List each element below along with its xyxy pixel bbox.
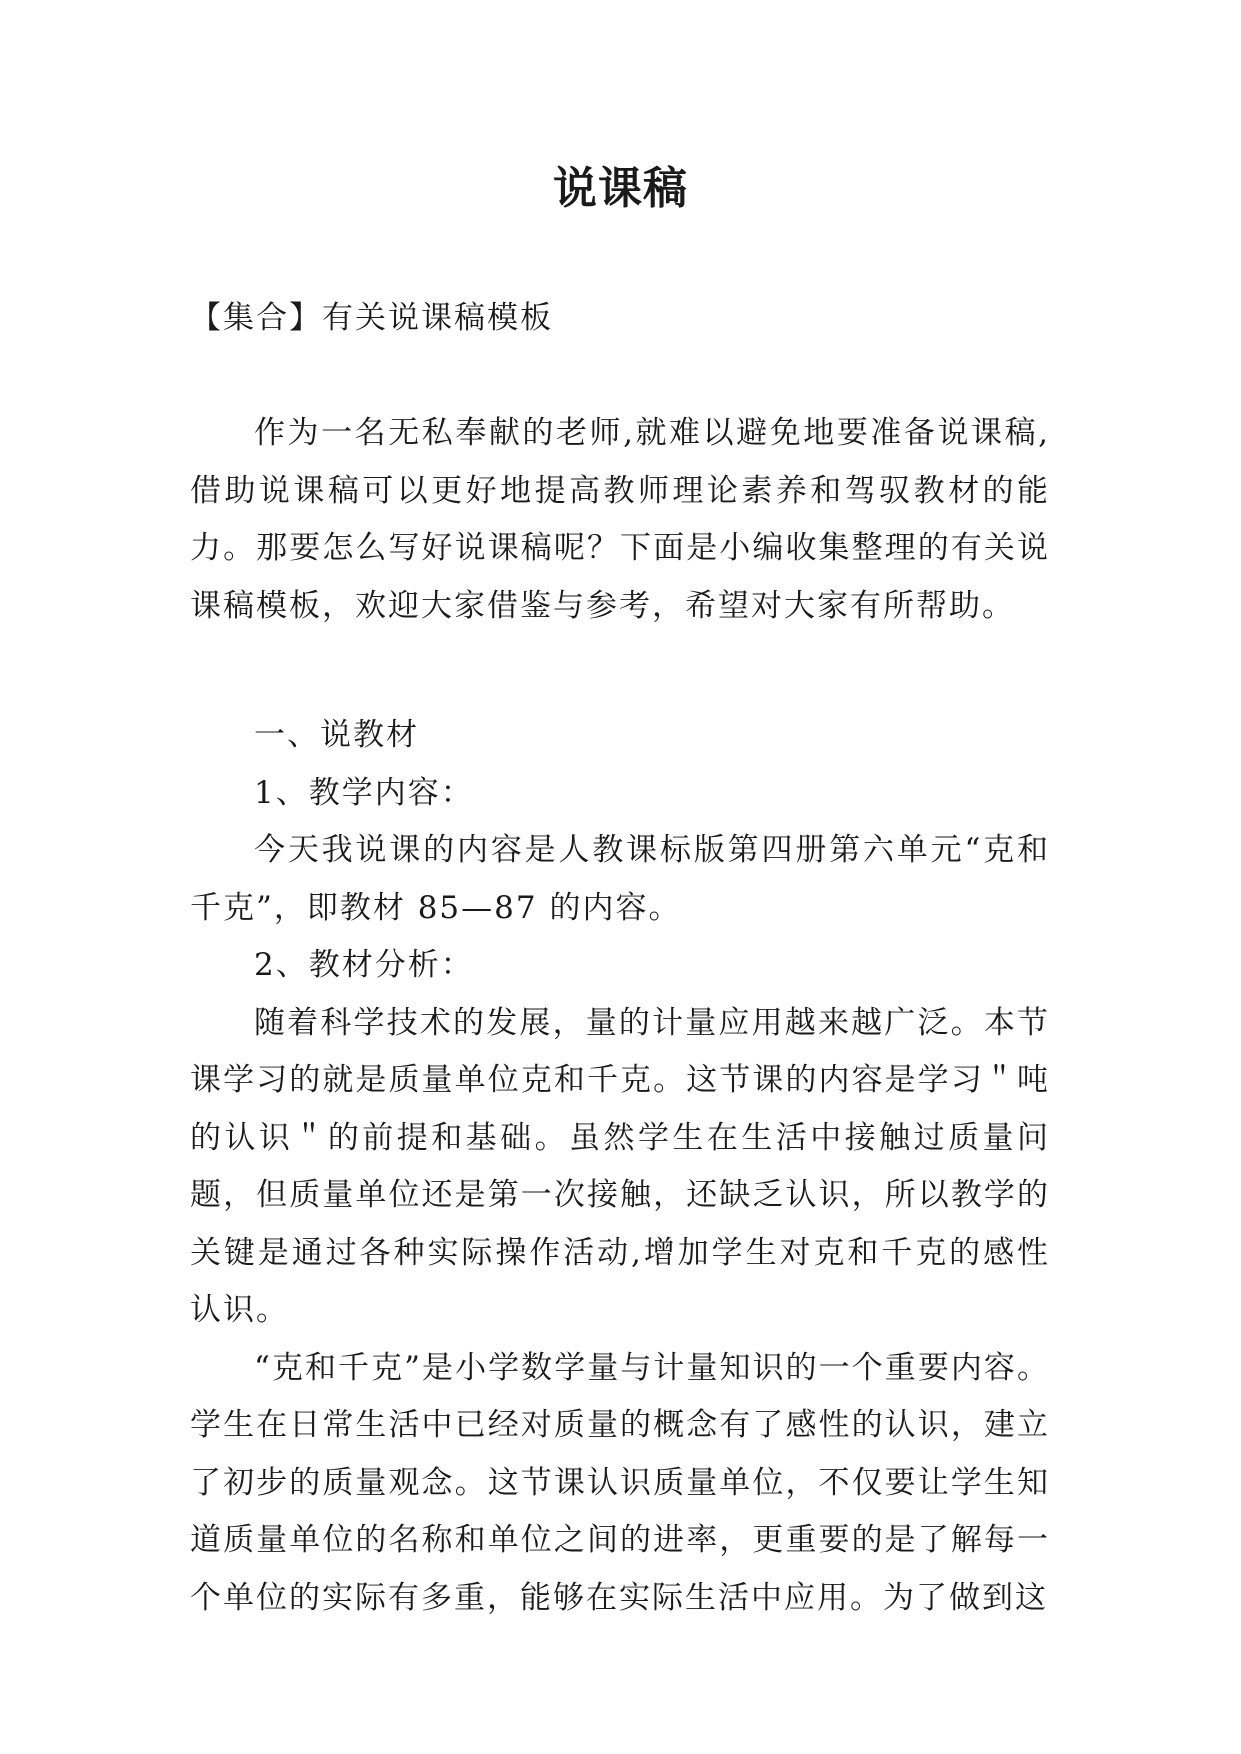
document-body bbox=[190, 405, 1050, 1627]
analysis-paragraph-2: “克和千克”是小学数学量与计量知识的一个重要内容。学生在日常生活中已经对质量的概念有了感性的认识，建立了初步的质量观念。这节课认识质量单位，不仅要让学生知道质量单位的名称和单位之间的进率，更重要的是了解每一个单位的实际有多重，能够在实际生活中应用。为了做到这 bbox=[190, 1349, 1050, 1616]
intro-paragraph: 作为一名无私奉献的老师,就难以避免地要准备说课稿,借助说课稿可以更好地提高教师理论素养和驾驭教材的能力。那要怎么写好说课稿呢？下面是小编收集整理的有关说课稿模板，欢迎大家借鉴与参考，希望对大家有所帮助。 bbox=[190, 415, 1050, 624]
section-heading: 一、说教材 bbox=[254, 717, 419, 753]
subsection-heading-analysis: 2、教材分析： bbox=[254, 947, 474, 983]
subsection-heading-content: 1、教学内容： bbox=[254, 774, 474, 811]
document-title: 说课稿 bbox=[553, 163, 688, 214]
paragraph-gap bbox=[190, 635, 1050, 707]
analysis-paragraph-1: 随着科学技术的发展，量的计量应用越来越广泛。本节课学习的就是质量单位克和千克。这节课的内容是学习＂吨的认识＂的前提和基础。虽然学生在生活中接触过质量问题，但质量单位还是第一次接触，还缺乏认识，所以教学的关键是通过各种实际操作活动,增加学生对克和千克的感性认识。 bbox=[190, 1004, 1050, 1328]
content-paragraph: 今天我说课的内容是人教课标版第四册第六单元“克和千克”，即教材 85—87 的内容。 bbox=[190, 832, 1050, 926]
document-subtitle: 【集合】有关说课稿模板 bbox=[190, 300, 553, 336]
